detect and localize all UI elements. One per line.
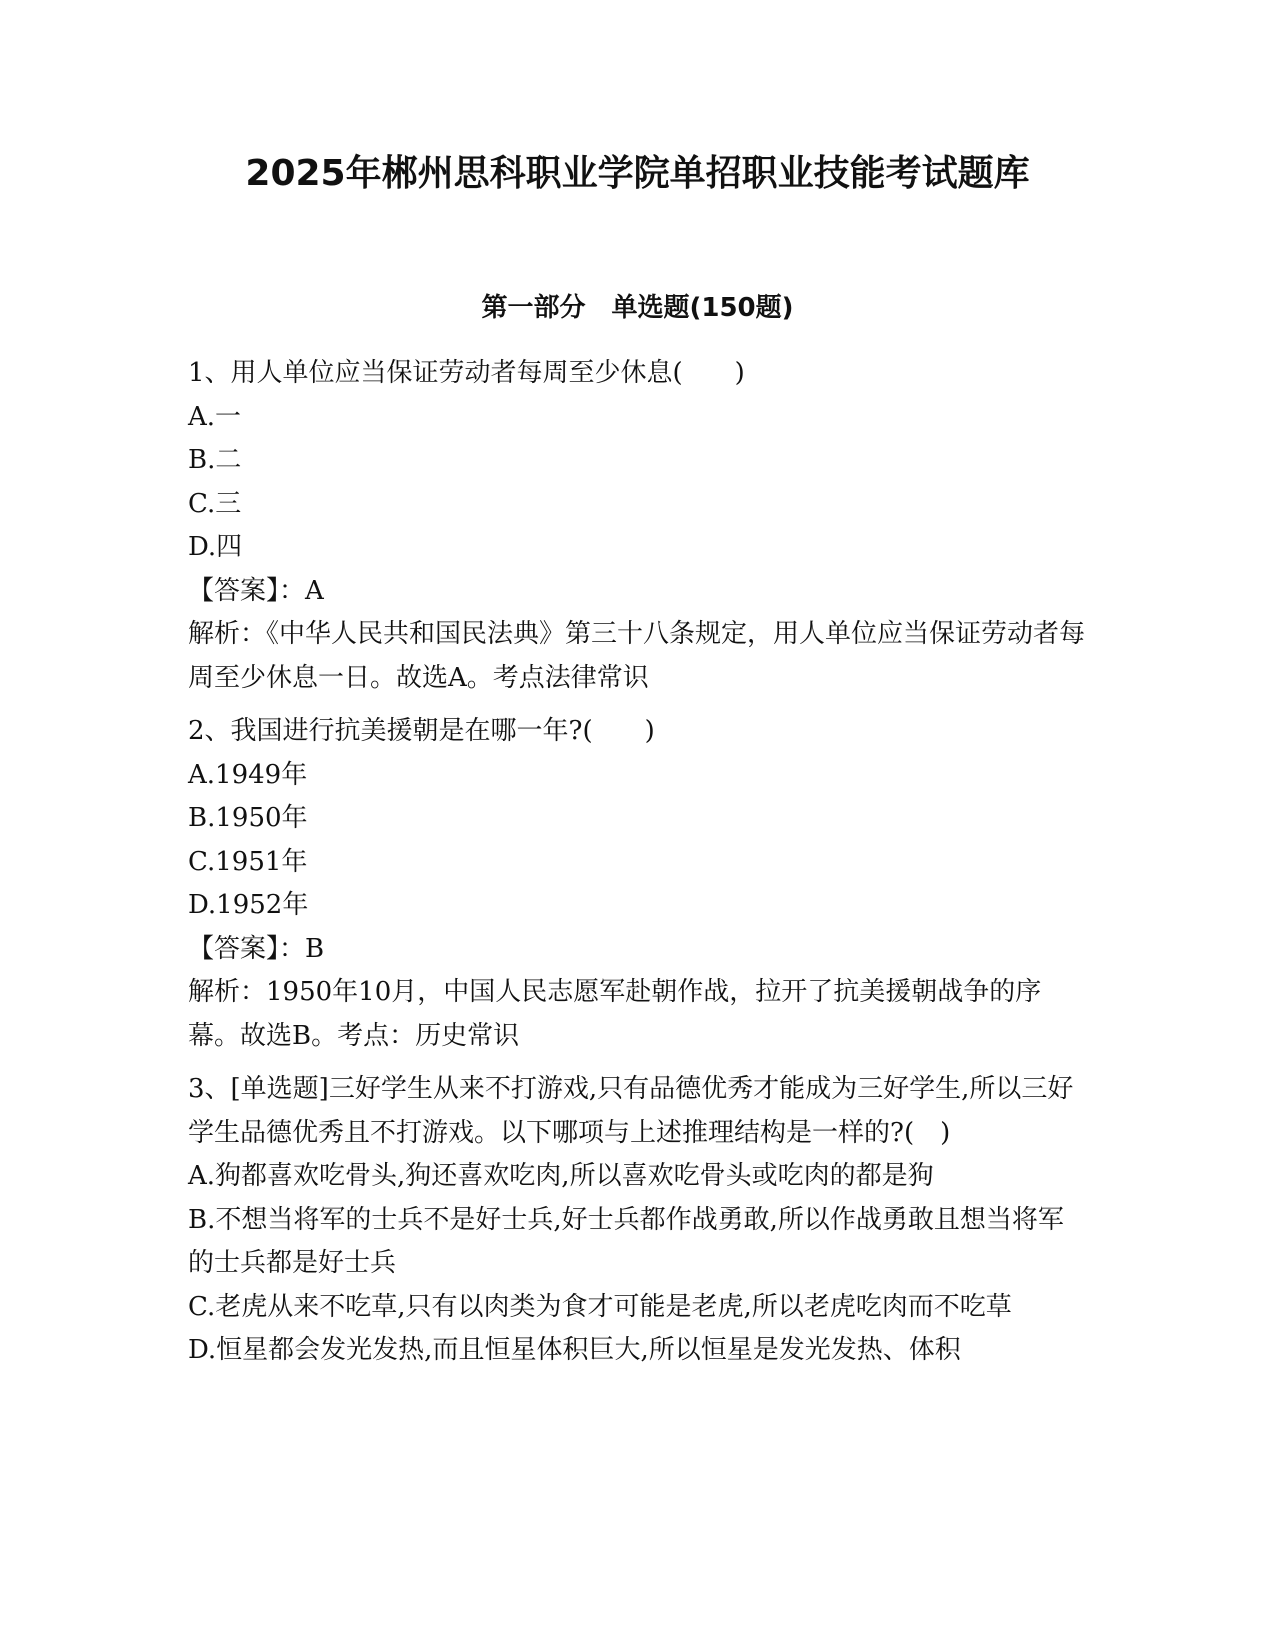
option-b: B.二 bbox=[188, 445, 242, 475]
option-d: D.四 bbox=[188, 532, 243, 562]
answer-line: 【答案】：A bbox=[188, 575, 324, 606]
question-stem: 1、用人单位应当保证劳动者每周至少休息( ) bbox=[188, 358, 745, 388]
option-d: D.1952年 bbox=[188, 890, 309, 920]
question-item bbox=[188, 1068, 1088, 1373]
analysis-text: 解析：《中华人民共和国民法典》第三十八条规定，用人单位应当保证劳动者每周至少休息一日。故选A。考点法律常识 bbox=[188, 619, 1086, 693]
option-a: A.一 bbox=[188, 401, 242, 432]
question-item bbox=[188, 710, 1088, 1058]
question-stem: 2、我国进行抗美援朝是在哪一年?( ) bbox=[188, 716, 655, 746]
option-b: B.不想当将军的士兵不是好士兵,好士兵都作战勇敢,所以作战勇敢且想当将军的士兵都是好士兵 bbox=[188, 1204, 1064, 1278]
option-c: C.1951年 bbox=[188, 846, 308, 877]
option-c: C.老虎从来不吃草,只有以肉类为食才可能是老虎,所以老虎吃肉而不吃草 bbox=[188, 1291, 1012, 1322]
document-title: 2025年郴州思科职业学院单招职业技能考试题库 bbox=[245, 153, 1030, 194]
section-title: 第一部分 单选题(150题) bbox=[481, 293, 794, 323]
question-stem: 3、[单选题]三好学生从来不打游戏,只有品德优秀才能成为三好学生,所以三好学生品德优秀且不打游戏。以下哪项与上述推理结构是一样的?( ) bbox=[188, 1074, 1074, 1148]
option-d: D.恒星都会发光发热,而且恒星体积巨大,所以恒星是发光发热、体积 bbox=[188, 1335, 961, 1365]
option-a: A.狗都喜欢吃骨头,狗还喜欢吃肉,所以喜欢吃骨头或吃肉的都是狗 bbox=[188, 1161, 934, 1191]
question-list bbox=[188, 352, 1088, 1383]
question-item bbox=[188, 352, 1088, 700]
option-b: B.1950年 bbox=[188, 803, 308, 833]
option-c: C.三 bbox=[188, 488, 242, 519]
answer-line: 【答案】：B bbox=[188, 933, 325, 964]
option-a: A.1949年 bbox=[188, 759, 308, 790]
analysis-text: 解析：1950年10月，中国人民志愿军赴朝作战，拉开了抗美援朝战争的序幕。故选B。考点：历史常识 bbox=[188, 977, 1042, 1051]
